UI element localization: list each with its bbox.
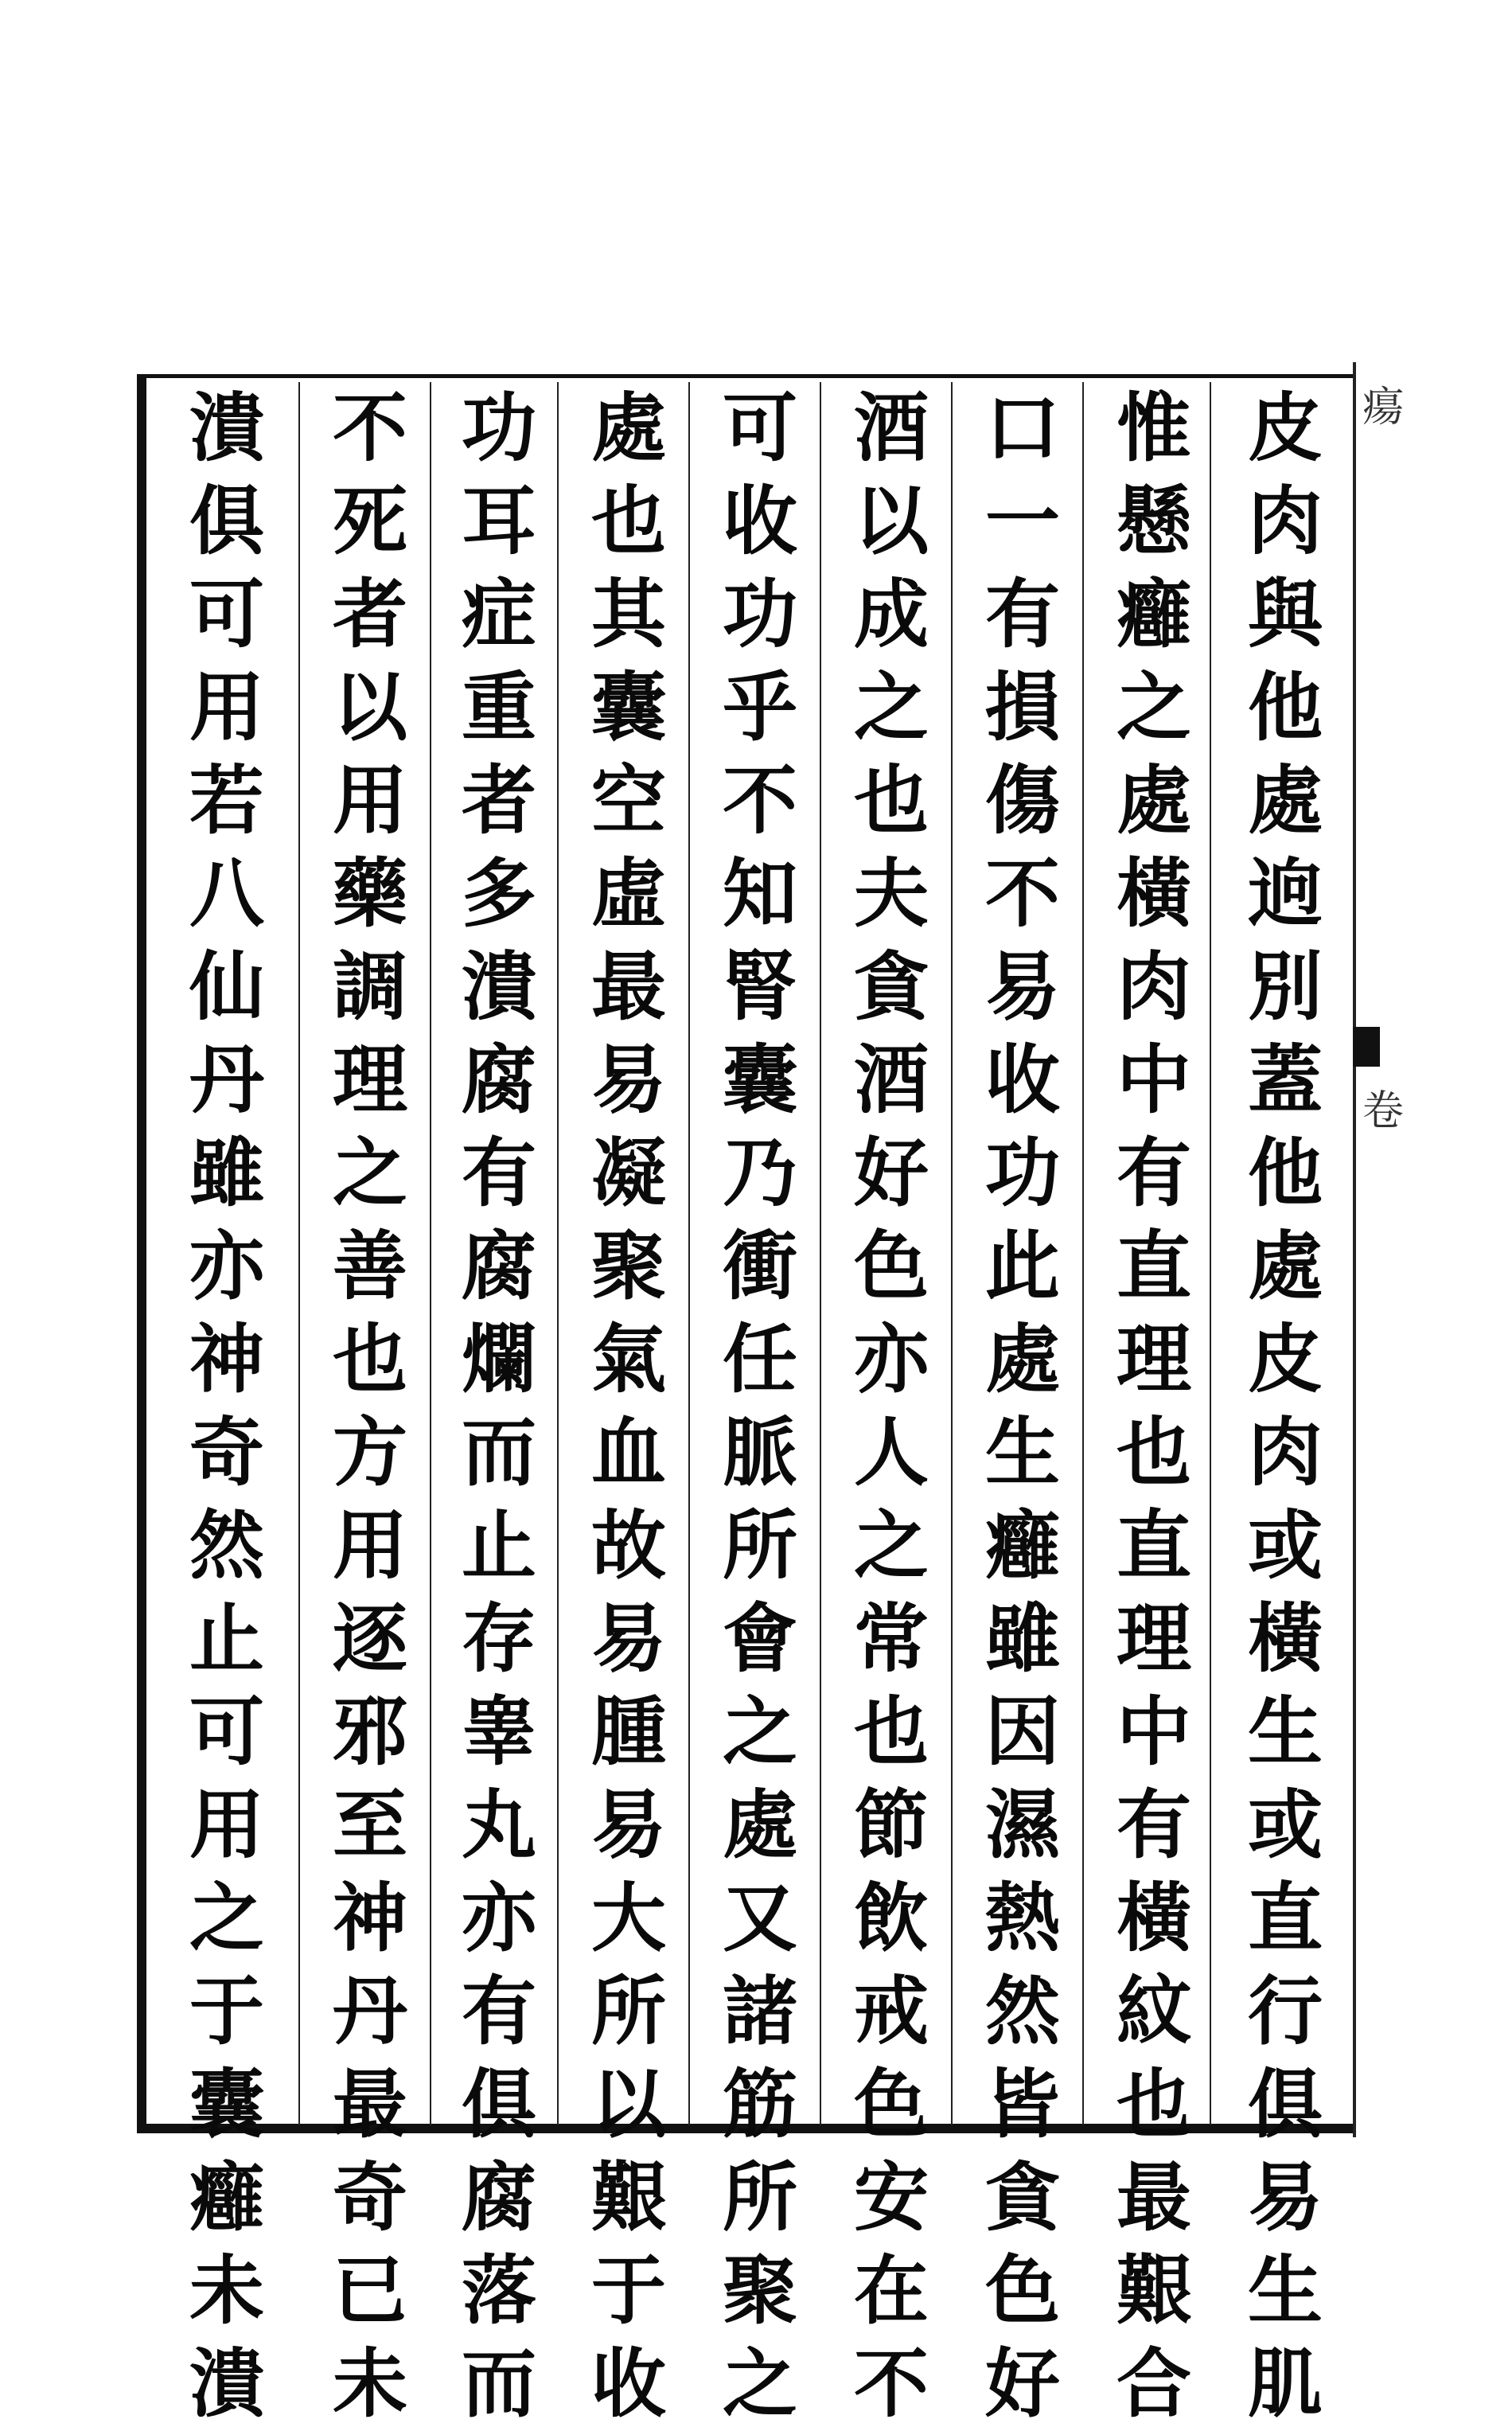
glyph: 合 <box>1116 2340 1191 2428</box>
glyph: 乎 <box>722 664 797 751</box>
glyph: 收 <box>984 1036 1060 1124</box>
glyph: 生 <box>1247 2247 1323 2335</box>
glyph: 空 <box>590 757 666 845</box>
text-column-3 <box>963 382 1082 2428</box>
glyph: 處 <box>1116 757 1191 845</box>
glyph: 諸 <box>722 1968 797 2055</box>
glyph: 易 <box>984 943 1060 1031</box>
glyph: 藥 <box>332 850 407 938</box>
glyph: 癰 <box>1116 571 1191 658</box>
text-column-7 <box>439 382 559 2428</box>
glyph: 腫 <box>590 1688 666 1776</box>
glyph: 任 <box>722 1316 797 1403</box>
glyph: 別 <box>1247 943 1323 1031</box>
glyph: 蓋 <box>1247 1036 1323 1124</box>
glyph: 有 <box>984 571 1060 658</box>
glyph: 有 <box>1116 1130 1191 1217</box>
glyph: 氣 <box>590 1316 666 1403</box>
glyph: 潰 <box>189 2340 264 2428</box>
glyph: 虛 <box>590 850 666 938</box>
glyph: 以 <box>590 2061 666 2148</box>
glyph: 雖 <box>984 1595 1060 1683</box>
margin-title: 瘍 <box>1362 384 1404 431</box>
glyph: 功 <box>461 384 536 472</box>
column-rule <box>430 382 431 2125</box>
glyph: 亦 <box>461 1875 536 1962</box>
glyph: 肉 <box>1247 1409 1323 1496</box>
glyph: 處 <box>1247 1223 1323 1310</box>
glyph: 調 <box>332 943 407 1031</box>
glyph: 者 <box>461 757 536 845</box>
glyph: 好 <box>984 2340 1060 2428</box>
glyph: 落 <box>461 2247 536 2335</box>
glyph: 好 <box>853 1130 929 1217</box>
glyph: 有 <box>1116 1781 1191 1869</box>
glyph: 聚 <box>590 1223 666 1310</box>
glyph: 未 <box>189 2247 264 2335</box>
glyph: 他 <box>1247 664 1323 751</box>
glyph: 腐 <box>461 2154 536 2242</box>
glyph: 所 <box>722 1502 797 1590</box>
glyph: 理 <box>332 1036 407 1124</box>
glyph: 傷 <box>984 757 1060 845</box>
glyph: 艱 <box>1116 2247 1191 2335</box>
glyph: 生 <box>1247 1688 1323 1776</box>
glyph: 收 <box>722 478 797 565</box>
text-column-5 <box>700 382 820 2428</box>
column-text <box>832 382 951 2431</box>
glyph: 熱 <box>984 1875 1060 1962</box>
glyph: 俱 <box>1247 2061 1323 2148</box>
glyph: 死 <box>332 478 407 565</box>
glyph: 行 <box>1247 1968 1323 2055</box>
glyph: 皮 <box>1247 1316 1323 1403</box>
column-rule <box>820 382 821 2125</box>
text-column-8 <box>310 382 430 2428</box>
glyph: 筋 <box>722 2061 797 2148</box>
glyph: 夫 <box>853 850 929 938</box>
column-rule <box>951 382 953 2125</box>
glyph: 皮 <box>1247 384 1323 472</box>
glyph: 收 <box>590 2340 666 2428</box>
glyph: 惟 <box>1116 384 1191 472</box>
glyph: 所 <box>722 2154 797 2242</box>
glyph: 橫 <box>1116 850 1191 938</box>
glyph: 者 <box>332 571 407 658</box>
glyph: 紋 <box>1116 1968 1191 2055</box>
glyph: 一 <box>984 478 1060 565</box>
glyph: 可 <box>722 384 797 472</box>
glyph: 常 <box>853 1595 929 1683</box>
glyph: 此 <box>984 1223 1060 1310</box>
glyph: 易 <box>590 1781 666 1869</box>
glyph: 症 <box>461 571 536 658</box>
column-text <box>1226 382 1345 2431</box>
glyph: 方 <box>332 1409 407 1496</box>
glyph: 善 <box>332 1223 407 1310</box>
glyph: 功 <box>984 1130 1060 1217</box>
glyph: 艱 <box>590 2154 666 2242</box>
glyph: 在 <box>853 2247 929 2335</box>
glyph: 用 <box>332 1502 407 1590</box>
glyph: 不 <box>722 757 797 845</box>
glyph: 凝 <box>590 1130 666 1217</box>
glyph: 安 <box>853 2154 929 2242</box>
glyph: 大 <box>590 1875 666 1962</box>
glyph: 至 <box>332 1781 407 1869</box>
glyph: 處 <box>722 1781 797 1869</box>
glyph: 爛 <box>461 1316 536 1403</box>
glyph: 直 <box>1116 1502 1191 1590</box>
glyph: 仙 <box>189 943 264 1031</box>
glyph: 最 <box>590 943 666 1031</box>
glyph: 睾 <box>461 1688 536 1776</box>
column-text <box>167 382 286 2431</box>
text-column-1 <box>1226 382 1345 2428</box>
glyph: 未 <box>332 2340 407 2428</box>
glyph: 橫 <box>1247 1595 1323 1683</box>
glyph: 濕 <box>984 1781 1060 1869</box>
glyph: 生 <box>984 1409 1060 1496</box>
column-rule <box>1082 382 1084 2125</box>
glyph: 俱 <box>461 2061 536 2148</box>
glyph: 最 <box>332 2061 407 2148</box>
column-text <box>1094 382 1214 2431</box>
glyph: 雖 <box>189 1130 264 1217</box>
glyph: 之 <box>722 1688 797 1776</box>
glyph: 乃 <box>722 1130 797 1217</box>
glyph: 若 <box>189 757 264 845</box>
glyph: 貪 <box>853 943 929 1031</box>
glyph: 色 <box>984 2247 1060 2335</box>
glyph: 不 <box>332 384 407 472</box>
glyph: 酒 <box>853 1036 929 1124</box>
glyph: 與 <box>1247 571 1323 658</box>
glyph: 亦 <box>853 1316 929 1403</box>
glyph: 止 <box>461 1502 536 1590</box>
glyph: 癰 <box>189 2154 264 2242</box>
glyph: 橫 <box>1116 1875 1191 1962</box>
glyph: 亦 <box>189 1223 264 1310</box>
glyph: 腐 <box>461 1036 536 1124</box>
glyph: 有 <box>461 1130 536 1217</box>
glyph: 之 <box>189 1875 264 1962</box>
glyph: 皆 <box>984 2061 1060 2148</box>
glyph: 也 <box>332 1316 407 1403</box>
glyph: 神 <box>189 1316 264 1403</box>
glyph: 直 <box>1247 1875 1323 1962</box>
glyph: 易 <box>590 1595 666 1683</box>
glyph: 之 <box>853 1502 929 1590</box>
glyph: 多 <box>461 850 536 938</box>
glyph: 已 <box>332 2247 407 2335</box>
glyph: 處 <box>590 384 666 472</box>
glyph: 易 <box>1247 2154 1323 2242</box>
glyph: 懸 <box>1116 478 1191 565</box>
glyph: 肌 <box>1247 2340 1323 2428</box>
text-column-9 <box>167 382 286 2428</box>
glyph: 以 <box>332 664 407 751</box>
glyph: 囊 <box>590 664 666 751</box>
glyph: 也 <box>853 1688 929 1776</box>
glyph: 逐 <box>332 1595 407 1683</box>
glyph: 酒 <box>853 384 929 472</box>
glyph: 止 <box>189 1595 264 1683</box>
glyph: 故 <box>590 1502 666 1590</box>
glyph: 中 <box>1116 1036 1191 1124</box>
glyph: 有 <box>461 1968 536 2055</box>
glyph: 肉 <box>1247 478 1323 565</box>
glyph: 或 <box>1247 1781 1323 1869</box>
text-column-6 <box>569 382 688 2428</box>
column-text <box>963 382 1082 2431</box>
column-text <box>310 382 430 2431</box>
glyph: 節 <box>853 1781 929 1869</box>
glyph: 丹 <box>332 1968 407 2055</box>
glyph: 或 <box>1247 1502 1323 1590</box>
glyph: 又 <box>722 1875 797 1962</box>
glyph: 之 <box>853 664 929 751</box>
glyph: 戒 <box>853 1968 929 2055</box>
glyph: 然 <box>189 1502 264 1590</box>
column-text <box>569 382 688 2431</box>
glyph: 最 <box>1116 2154 1191 2242</box>
glyph: 直 <box>1116 1223 1191 1310</box>
glyph: 囊 <box>722 1036 797 1124</box>
glyph: 于 <box>590 2247 666 2335</box>
column-rule <box>298 382 300 2125</box>
glyph: 他 <box>1247 1130 1323 1217</box>
glyph: 也 <box>853 757 929 845</box>
glyph: 神 <box>332 1875 407 1962</box>
glyph: 不 <box>984 850 1060 938</box>
glyph: 可 <box>189 571 264 658</box>
glyph: 俱 <box>189 478 264 565</box>
glyph: 貪 <box>984 2154 1060 2242</box>
glyph: 腐 <box>461 1223 536 1310</box>
glyph: 脈 <box>722 1409 797 1496</box>
glyph: 重 <box>461 664 536 751</box>
glyph: 處 <box>984 1316 1060 1403</box>
glyph: 血 <box>590 1409 666 1496</box>
glyph: 也 <box>590 478 666 565</box>
glyph: 存 <box>461 1595 536 1683</box>
glyph: 也 <box>1116 1409 1191 1496</box>
glyph: 之 <box>1116 664 1191 751</box>
glyph: 之 <box>722 2340 797 2428</box>
glyph: 八 <box>189 850 264 938</box>
glyph: 癰 <box>984 1502 1060 1590</box>
glyph: 理 <box>1116 1595 1191 1683</box>
glyph: 邪 <box>332 1688 407 1776</box>
glyph: 囊 <box>189 2061 264 2148</box>
glyph: 口 <box>984 384 1060 472</box>
glyph: 于 <box>189 1968 264 2055</box>
glyph: 所 <box>590 1968 666 2055</box>
glyph: 用 <box>189 664 264 751</box>
glyph: 功 <box>722 571 797 658</box>
glyph: 因 <box>984 1688 1060 1776</box>
glyph: 會 <box>722 1595 797 1683</box>
glyph: 而 <box>461 1409 536 1496</box>
glyph: 奇 <box>189 1409 264 1496</box>
glyph: 肉 <box>1116 943 1191 1031</box>
glyph: 潰 <box>189 384 264 472</box>
glyph: 耳 <box>461 478 536 565</box>
column-text <box>439 382 559 2431</box>
glyph: 易 <box>590 1036 666 1124</box>
glyph: 逈 <box>1247 850 1323 938</box>
glyph: 色 <box>853 1223 929 1310</box>
glyph: 色 <box>853 2061 929 2148</box>
glyph: 其 <box>590 571 666 658</box>
glyph: 也 <box>1116 2061 1191 2148</box>
glyph: 知 <box>722 850 797 938</box>
glyph: 聚 <box>722 2247 797 2335</box>
glyph: 腎 <box>722 943 797 1031</box>
text-column-4 <box>832 382 951 2428</box>
glyph: 丸 <box>461 1781 536 1869</box>
glyph: 飲 <box>853 1875 929 1962</box>
glyph: 丹 <box>189 1036 264 1124</box>
glyph: 潰 <box>461 943 536 1031</box>
glyph: 成 <box>853 571 929 658</box>
column-text <box>700 382 820 2431</box>
glyph: 然 <box>984 1968 1060 2055</box>
glyph: 衝 <box>722 1223 797 1310</box>
glyph: 用 <box>189 1781 264 1869</box>
glyph: 以 <box>853 478 929 565</box>
column-rule <box>688 382 690 2125</box>
glyph: 人 <box>853 1409 929 1496</box>
glyph: 損 <box>984 664 1060 751</box>
glyph: 處 <box>1247 757 1323 845</box>
glyph: 不 <box>853 2340 929 2428</box>
glyph: 理 <box>1116 1316 1191 1403</box>
glyph: 而 <box>461 2340 536 2428</box>
margin-label <box>1359 382 1407 1137</box>
glyph: 之 <box>332 1130 407 1217</box>
glyph: 用 <box>332 757 407 845</box>
text-column-2 <box>1094 382 1214 2428</box>
glyph: 奇 <box>332 2154 407 2242</box>
margin-tag: 卷 <box>1362 1087 1404 1135</box>
glyph: 中 <box>1116 1688 1191 1776</box>
glyph: 可 <box>189 1688 264 1776</box>
